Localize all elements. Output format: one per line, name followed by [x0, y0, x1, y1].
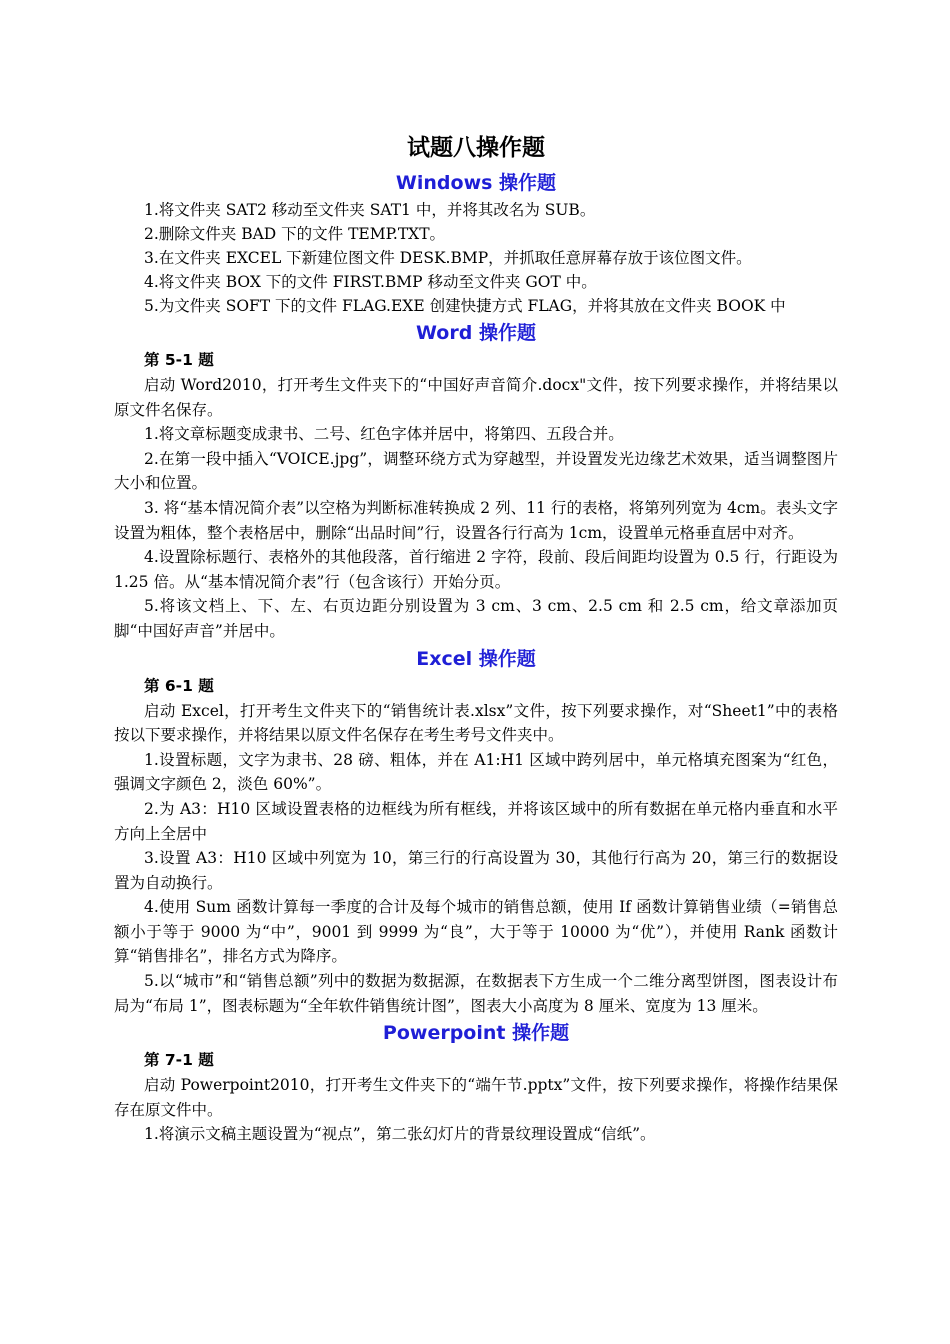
- windows-item-1: 1.将文件夹 SAT2 移动至文件夹 SAT1 中，并将其改名为 SUB。: [144, 201, 596, 219]
- word-section-title: Word 操作题: [416, 322, 536, 344]
- windows-item-3: 3.在文件夹 EXCEL 下新建位图文件 DESK.BMP，并抓取任意屏幕存放于该位图文件。: [144, 249, 752, 267]
- excel-intro: 启动 Excel，打开考生文件夹下的“销售统计表.xlsx”文件，按下列要求操作，对“Sheet1”中的表格按以下要求操作，并将结果以原文件名保存在考生考号文件夹中。: [114, 701, 838, 745]
- windows-item-4: 4.将文件夹 BOX 下的文件 FIRST.BMP 移动至文件夹 GOT 中。: [144, 273, 597, 291]
- windows-item-2: 2.删除文件夹 BAD 下的文件 TEMP.TXT。: [144, 225, 446, 243]
- word-subheading: 第 5-1 题: [144, 351, 214, 369]
- word-item-4: 4.设置除标题行、表格外的其他段落，首行缩进 2 字符，段前、段后间距均设置为 0.5 行，行距设为 1.25 倍。从“基本情况简介表”行（包含该行）开始分页。: [114, 548, 838, 591]
- word-intro: 启动 Word2010，打开考生文件夹下的“中国好声音简介.docx"文件，按下列要求操作，并将结果以原文件名保存。: [114, 376, 838, 419]
- windows-section-title: Windows 操作题: [395, 172, 557, 194]
- excel-item-5: 5.以“城市”和“销售总额”列中的数据为数据源，在数据表下方生成一个二维分离型饼图，图表设计布局为“布局 1”，图表标题为“全年软件销售统计图”，图表大小高度为 8 厘米、宽度为 13 厘米。: [114, 972, 838, 1015]
- excel-item-1: 1.设置标题，文字为隶书、28 磅、粗体，并在 A1:H1 区域中跨列居中，单元格填充图案为“红色，强调文字颜色 2，淡色 60%”。: [114, 750, 838, 794]
- powerpoint-section-title: Powerpoint 操作题: [382, 1022, 570, 1045]
- powerpoint-subheading: 第 7-1 题: [144, 1051, 214, 1070]
- document-page: [114, 128, 838, 1147]
- powerpoint-intro: 启动 Powerpoint2010，打开考生文件夹下的“端午节.pptx”文件，按下列要求操作，将操作结果保存在原文件中。: [114, 1076, 838, 1119]
- word-item-3: 3. 将“基本情况简介表”以空格为判断标准转换成 2 列、11 行的表格，将第列列宽为 4cm。表头文字设置为粗体，整个表格居中，删除“出品时间”行，设置各行行高为 1cm，设置单元格垂直居中对齐。: [114, 498, 838, 542]
- word-item-5: 5.将该文档上、下、左、右页边距分别设置为 3 cm、3 cm、2.5 cm 和 2.5 cm，给文章添加页脚“中国好声音”并居中。: [114, 597, 838, 640]
- page-title: 试题八操作题: [407, 135, 545, 161]
- excel-item-2: 2.为 A3：H10 区域设置表格的边框线为所有框线，并将该区域中的所有数据在单元格内垂直和水平方向上全居中: [114, 799, 838, 843]
- powerpoint-item-1: 1.将演示文稿主题设置为“视点”，第二张幻灯片的背景纹理设置成“信纸”。: [144, 1125, 656, 1144]
- windows-item-5: 5.为文件夹 SOFT 下的文件 FLAG.EXE 创建快捷方式 FLAG，并将其放在文件夹 BOOK 中: [144, 297, 786, 315]
- word-item-2: 2.在第一段中插入“VOICE.jpg”，调整环绕方式为穿越型，并设置发光边缘艺术效果，适当调整图片大小和位置。: [114, 449, 838, 493]
- excel-subheading: 第 6-1 题: [144, 676, 214, 695]
- excel-section-title: Excel 操作题: [416, 647, 536, 670]
- excel-item-4: 4.使用 Sum 函数计算每一季度的合计及每个城市的销售总额，使用 If 函数计算销售业绩（=销售总额小于等于 9000 为“中”，9001 到 9999 为“良”，大于等于 10000 为“优”），并使用 Rank 函数计算“销售排名”，排名方式为降序。: [114, 898, 838, 966]
- word-item-1: 1.将文章标题变成隶书、二号、红色字体并居中，将第四、五段合并。: [144, 425, 624, 444]
- excel-item-3: 3.设置 A3：H10 区域中列宽为 10，第三行的行高设置为 30，其他行行高为 20，第三行的数据设置为自动换行。: [114, 849, 838, 892]
